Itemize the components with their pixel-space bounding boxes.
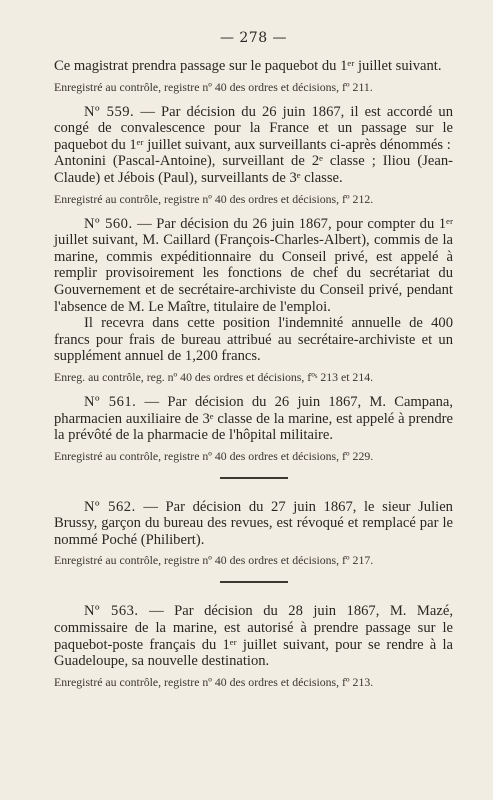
- decision-entry: [54, 104, 453, 206]
- decision-text: — Par décision du 28 juin 1867, M. Mazé, commissaire de la marine, est autorisé à prendre passage sur le paquebot-poste français du 1ᵉʳ juillet suivant, pour se rendre à la Guadeloupe, sa nouvelle destination.: [54, 603, 453, 670]
- registration-note: Enregistré au contrôle, registre nº 40 des ordres et décisions, fº 213.: [54, 674, 374, 689]
- decision-entry: [54, 394, 453, 463]
- decision-entry: [54, 216, 453, 384]
- decision-number: Nº 560.: [84, 215, 133, 232]
- entry-paragraph: Antonini (Pascal-Antoine), surveillant de 2ᵉ classe ; Iliou (Jean-Claude) et Jébois (Paul), surveillants de 3ᵉ classe.: [54, 153, 453, 186]
- registration-note: Enregistré au contrôle, registre nº 40 des ordres et décisions, fº 229.: [54, 448, 374, 463]
- entry-paragraph: [54, 499, 453, 549]
- decision-number: Nº 559.: [84, 103, 135, 120]
- decision-text: — Par décision du 26 juin 1867, M. Campana, pharmacien auxiliaire de 3ᵉ classe de la marine, est appelé à prendre la prévôté de la pharmacie de l'hôpital militaire.: [54, 393, 453, 444]
- registration-note: Enregistré au contrôle, registre nº 40 des ordres et décisions, fº 211.: [54, 79, 373, 94]
- decision-entry: [54, 58, 453, 94]
- decision-number: Nº 563.: [84, 603, 139, 620]
- decision-entry: [54, 499, 453, 568]
- entry-paragraph: [54, 104, 453, 154]
- registration-note: Enregistré au contrôle, registre nº 40 des ordres et décisions, fº 217.: [54, 553, 374, 568]
- decision-text: — Par décision du 26 juin 1867, pour compter du 1ᵉʳ juillet suivant, M. Caillard (François-Charles-Albert), commis de la marine, commis expéditionnaire du Conseil privé, est appelé à remplir provisoirement les fonctions de chef du secrétariat du Gouvernement et de secrétaire-archiviste du Conseil privé, pendant l'absence de M. Le Maître, titulaire de l'emploi.: [54, 215, 453, 315]
- decision-text: — Par décision du 26 juin 1867, il est accordé un congé de convalescence pour la France et un passage sur le paquebot du 1ᵉʳ juillet suivant, aux surveillants ci-après dénommés :: [54, 103, 453, 153]
- entry-paragraph: [54, 394, 453, 444]
- entry-paragraph: Il recevra dans cette position l'indemnité annuelle de 400 francs pour frais de bureau attribué au secrétaire-archiviste et un supplément annuel de 1,200 francs.: [54, 315, 453, 365]
- section-divider: [220, 581, 288, 583]
- section-divider: [220, 477, 288, 479]
- decision-text: — Par décision du 27 juin 1867, le sieur Julien Brussy, garçon du bureau des revues, est révoqué et remplacé par le nommé Poché (Philibert).: [54, 498, 453, 548]
- entry-paragraph: Ce magistrat prendra passage sur le paquebot du 1ᵉʳ juillet suivant.: [54, 58, 442, 74]
- entry-paragraph: [54, 603, 453, 669]
- page-number: — 278 —: [219, 30, 288, 46]
- registration-note: Enregistré au contrôle, registre nº 40 des ordres et décisions, fº 212.: [54, 191, 374, 206]
- decision-number: Nº 561.: [84, 393, 137, 410]
- decision-number: Nº 562.: [84, 498, 136, 515]
- decision-entry: [54, 603, 453, 688]
- registration-note: Enreg. au contrôle, reg. nº 40 des ordres et décisions, fºˢ 213 et 214.: [54, 369, 374, 384]
- entry-paragraph: [54, 216, 453, 316]
